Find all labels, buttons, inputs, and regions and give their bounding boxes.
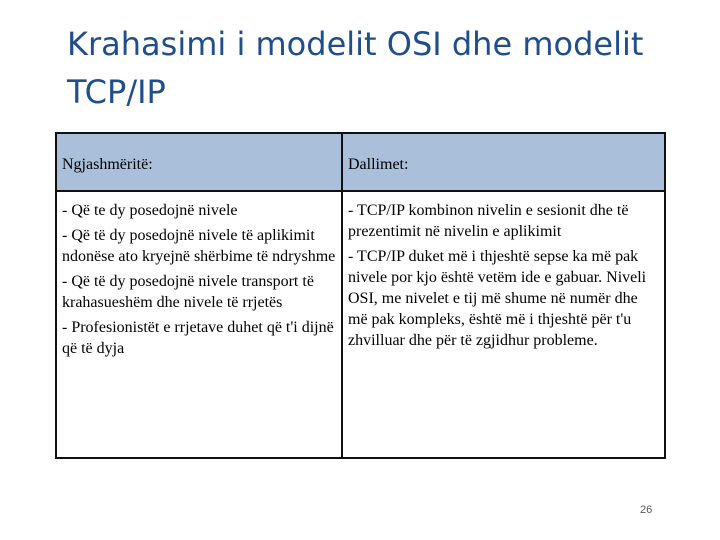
header-similarities: Ngjashmëritë: — [57, 134, 343, 192]
slide-title: Krahasimi i modelit OSI dhe modelit TCP/IP — [67, 25, 644, 111]
comparison-table — [55, 132, 666, 459]
similarities-cell — [57, 192, 343, 457]
differences-cell — [343, 192, 664, 457]
similarity-item: - Që të dy posedojnë nivele të aplikimit ndonëse ato kryejnë shërbime të ndryshme — [62, 227, 336, 265]
similarity-item: - Që te dy posedojnë nivele — [62, 202, 238, 219]
similarity-item: - Profesionistët e rrjetave duhet që t'i dijnë që të dyja — [62, 319, 334, 357]
difference-item: - TCP/IP kombinon nivelin e sesionit dhe të prezentimit në nivelin e aplikimit — [348, 202, 629, 240]
page-number: 26 — [640, 504, 653, 516]
header-differences: Dallimet: — [343, 134, 664, 192]
difference-item: - TCP/IP duket më i thjeshtë sepse ka më pak nivele por kjo është vetëm ide e gabuar. Niveli OSI, me nivelet e tij më shume në numër dhe më pak kompleks, është më i thjeshtë për t'u zhvilluar dhe për të zgjidhur probleme. — [348, 248, 647, 349]
similarity-item: - Që të dy posedojnë nivele transport të krahasueshëm dhe nivele të rrjetës — [62, 273, 314, 311]
